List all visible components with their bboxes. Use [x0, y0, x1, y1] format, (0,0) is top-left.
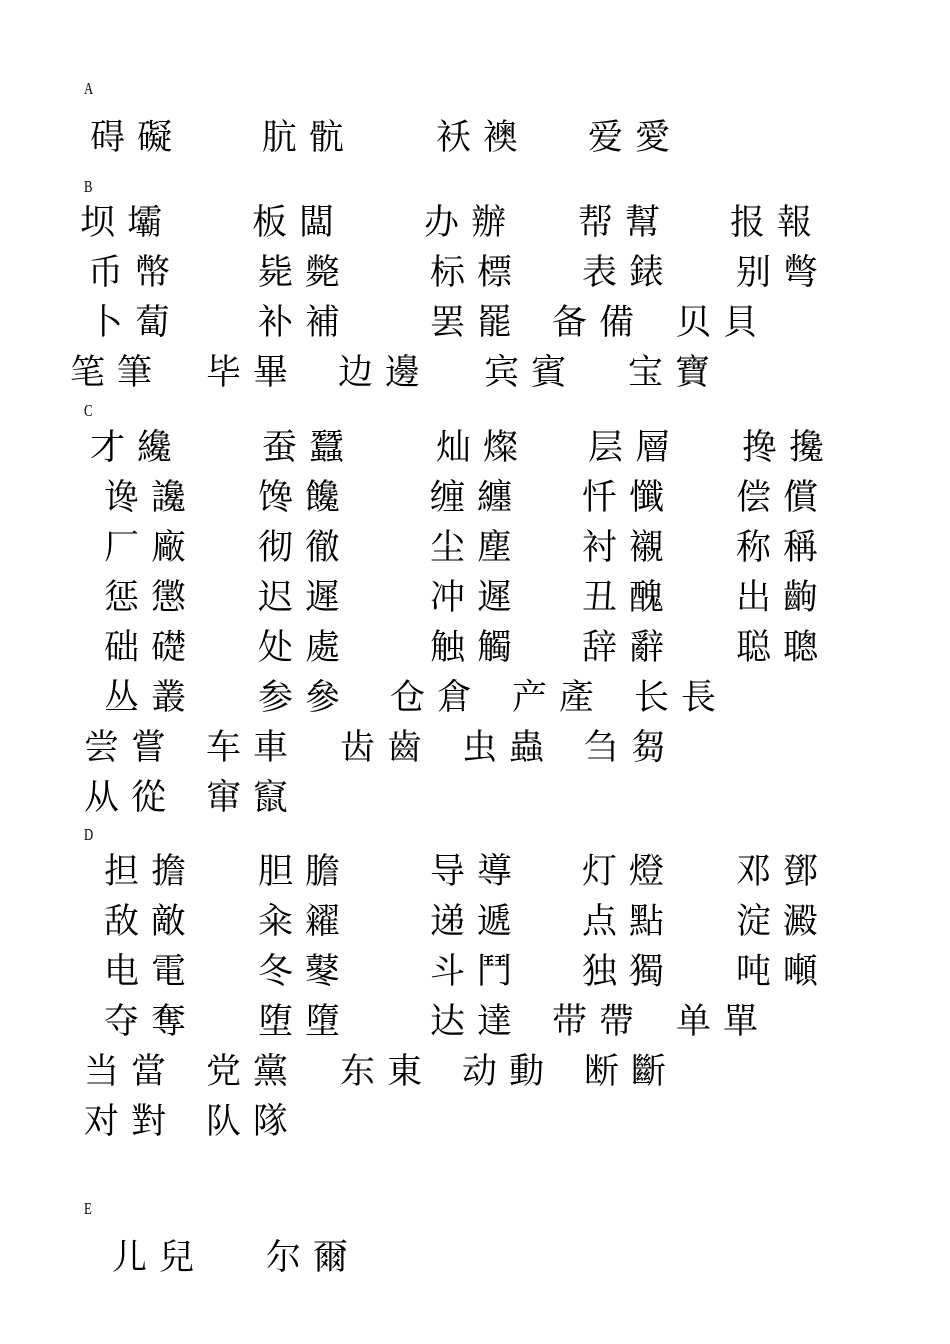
character-pair: 宾賓: [484, 353, 579, 393]
character-pair: 惩懲: [104, 578, 199, 618]
character-pair: 尘塵: [430, 528, 525, 568]
character-pair: 罢罷: [430, 303, 525, 343]
character-pair: 长長: [634, 678, 729, 718]
character-pair: 灿燦: [436, 428, 531, 468]
character-pair: 斗鬥: [430, 952, 525, 992]
character-pair: 偿償: [736, 478, 831, 518]
character-pair: 称稱: [736, 528, 831, 568]
character-pair: 丛叢: [104, 678, 199, 718]
character-pair: 爱愛: [588, 118, 683, 158]
character-pair: 搀攙: [742, 428, 837, 468]
character-pair: 断斷: [584, 1052, 679, 1092]
character-pair: 邓鄧: [736, 852, 831, 892]
character-pair: 毕畢: [206, 353, 301, 393]
character-pair: 点點: [582, 902, 677, 942]
character-pair: 迟遲: [258, 578, 353, 618]
character-pair: 衬襯: [582, 528, 677, 568]
character-pair: 尝嘗: [84, 728, 179, 768]
character-pair: 导導: [430, 852, 525, 892]
character-pair: 础礎: [104, 628, 199, 668]
character-pair: 虫蟲: [462, 728, 557, 768]
character-pair: 备備: [552, 303, 647, 343]
section-letter: B: [84, 177, 93, 196]
character-pair: 碍礙: [90, 118, 185, 158]
character-pair: 籴糴: [258, 902, 353, 942]
character-pair: 表錶: [582, 253, 677, 293]
character-pair: 堕墮: [258, 1002, 353, 1042]
character-pair: 宝寶: [628, 353, 723, 393]
character-pair: 参參: [258, 678, 353, 718]
character-pair: 帮幫: [578, 203, 673, 243]
character-pair: 胆膽: [258, 852, 353, 892]
character-pair: 带帶: [552, 1002, 647, 1042]
section-letter: A: [84, 79, 94, 98]
character-pair: 才纔: [90, 428, 185, 468]
character-pair: 刍芻: [584, 728, 679, 768]
character-pair: 币幣: [88, 253, 183, 293]
character-pair: 队隊: [206, 1102, 301, 1142]
section-letter: E: [84, 1199, 92, 1218]
character-pair: 触觸: [430, 628, 525, 668]
character-pair: 别彆: [736, 253, 831, 293]
character-pair: 担擔: [104, 852, 199, 892]
section-letter: C: [84, 401, 93, 420]
character-pair: 党黨: [206, 1052, 301, 1092]
character-pair: 板闆: [252, 203, 347, 243]
character-pair: 递遞: [430, 902, 525, 942]
character-pair: 对對: [84, 1102, 179, 1142]
character-pair: 产產: [512, 678, 607, 718]
character-pair: 出齣: [736, 578, 831, 618]
character-pair: 肮骯: [262, 118, 357, 158]
character-pair: 标標: [430, 253, 525, 293]
character-pair: 儿兒: [112, 1238, 207, 1278]
character-pair: 聪聰: [736, 628, 831, 668]
character-pair: 尔爾: [266, 1238, 361, 1278]
character-pair: 单單: [676, 1002, 771, 1042]
character-pair: 吨噸: [736, 952, 831, 992]
character-pair: 独獨: [582, 952, 677, 992]
character-pair: 仓倉: [390, 678, 485, 718]
character-pair: 蚕蠶: [262, 428, 357, 468]
character-pair: 报報: [730, 203, 825, 243]
character-pair: 冬鼕: [258, 952, 353, 992]
section-letter: D: [84, 825, 94, 844]
character-pair: 笔筆: [70, 353, 165, 393]
character-pair: 东東: [340, 1052, 435, 1092]
character-pair: 坝壩: [80, 203, 175, 243]
character-pair: 袄襖: [436, 118, 531, 158]
character-pair: 电電: [104, 952, 199, 992]
character-pair: 层層: [588, 428, 683, 468]
character-pair: 办辦: [424, 203, 519, 243]
character-pair: 冲遲: [430, 578, 525, 618]
character-pair: 缠纏: [430, 478, 525, 518]
character-pair: 淀澱: [736, 902, 831, 942]
character-pair: 馋饞: [258, 478, 353, 518]
character-pair: 边邊: [338, 353, 433, 393]
character-pair: 卜蔔: [88, 303, 183, 343]
character-pair: 车車: [206, 728, 301, 768]
character-pair: 彻徹: [258, 528, 353, 568]
character-pair: 夺奪: [104, 1002, 199, 1042]
character-pair: 动動: [462, 1052, 557, 1092]
character-pair: 敌敵: [104, 902, 199, 942]
character-pair: 贝貝: [676, 303, 771, 343]
character-pair: 谗讒: [104, 478, 199, 518]
character-pair: 窜竄: [206, 778, 301, 818]
character-pair: 忏懺: [582, 478, 677, 518]
character-pair: 辞辭: [582, 628, 677, 668]
character-pair: 处處: [258, 628, 353, 668]
character-pair: 丑醜: [582, 578, 677, 618]
character-pair: 厂廠: [104, 528, 199, 568]
character-pair: 灯燈: [582, 852, 677, 892]
character-pair: 当當: [84, 1052, 179, 1092]
character-pair: 毙斃: [258, 253, 353, 293]
character-pair: 从從: [84, 778, 179, 818]
character-pair: 补補: [258, 303, 353, 343]
character-pair: 齿齒: [340, 728, 435, 768]
character-pair: 达達: [430, 1002, 525, 1042]
